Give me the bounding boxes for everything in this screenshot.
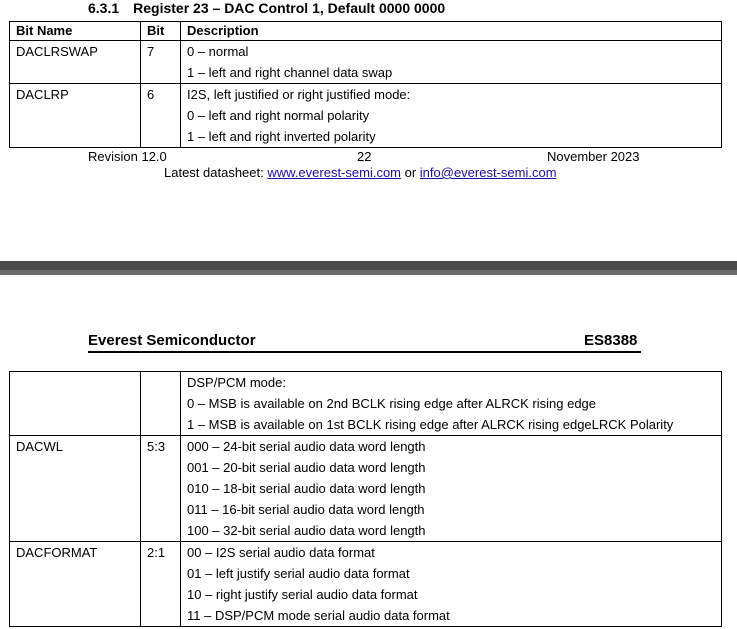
footer-page-number: 22 bbox=[357, 149, 372, 164]
bit-name-cell: DACLRSWAP bbox=[10, 41, 141, 84]
description-cell bbox=[181, 372, 722, 436]
description-line: 0 – left and right normal polarity bbox=[187, 108, 370, 123]
description-line: 011 – 16-bit serial audio data word length bbox=[187, 502, 425, 517]
bit-cell: 6 bbox=[141, 84, 181, 148]
page-header-company: Everest Semiconductor bbox=[88, 332, 256, 349]
table-row bbox=[10, 41, 722, 84]
description-line: 10 – right justify serial audio data format bbox=[187, 587, 418, 602]
bit-cell: 7 bbox=[141, 41, 181, 84]
description-line: 000 – 24-bit serial audio data word length bbox=[187, 439, 426, 454]
bit-cell: 5:3 bbox=[141, 436, 181, 542]
footer-latest-datasheet bbox=[164, 165, 557, 180]
bit-name-cell: DACWL bbox=[10, 436, 141, 542]
header-bit: Bit bbox=[141, 22, 181, 41]
email-link[interactable]: info@everest-semi.com bbox=[419, 165, 557, 180]
bit-name-cell bbox=[10, 372, 141, 436]
table-row bbox=[10, 372, 722, 436]
description-line: 100 – 32-bit serial audio data word length bbox=[187, 523, 426, 538]
header-bit-name: Bit Name bbox=[10, 22, 141, 41]
description-line: 1 – MSB is available on 1st BCLK rising edge after ALRCK rising edgeLRCK Polarity bbox=[187, 417, 674, 432]
or-text: or bbox=[401, 165, 420, 180]
section-number: 6.3.1 bbox=[88, 0, 120, 16]
bit-name-cell: DACLRP bbox=[10, 84, 141, 148]
description-line: 01 – left justify serial audio data format bbox=[187, 566, 410, 581]
footer-revision: Revision 12.0 bbox=[88, 149, 167, 164]
description-cell bbox=[181, 84, 722, 148]
table-row bbox=[10, 436, 722, 542]
description-line: 11 – DSP/PCM mode serial audio data format bbox=[187, 608, 450, 623]
bit-name-cell: DACFORMAT bbox=[10, 542, 141, 627]
website-link[interactable]: www.everest-semi.com bbox=[267, 165, 401, 180]
register-table-continued bbox=[9, 371, 722, 627]
table-row bbox=[10, 84, 722, 148]
header-description: Description bbox=[181, 22, 722, 41]
section-heading bbox=[88, 0, 445, 16]
description-line: I2S, left justified or right justified mode: bbox=[187, 87, 411, 102]
description-line: DSP/PCM mode: bbox=[187, 375, 286, 390]
page-header-rule bbox=[88, 351, 641, 353]
bit-cell: 2:1 bbox=[141, 542, 181, 627]
register-table-top bbox=[9, 21, 722, 148]
table-header-row bbox=[10, 22, 722, 41]
description-cell bbox=[181, 41, 722, 84]
description-line: 001 – 20-bit serial audio data word length bbox=[187, 460, 426, 475]
bit-cell bbox=[141, 372, 181, 436]
table-row bbox=[10, 542, 722, 627]
section-title: Register 23 – DAC Control 1, Default 0000 0000 bbox=[133, 0, 446, 16]
footer-date: November 2023 bbox=[547, 149, 640, 164]
description-line: 1 – left and right channel data swap bbox=[187, 65, 393, 80]
description-line: 0 – MSB is available on 2nd BCLK rising edge after ALRCK rising edge bbox=[187, 396, 597, 411]
description-line: 0 – normal bbox=[187, 44, 249, 59]
page-break-separator bbox=[0, 261, 737, 275]
description-line: 010 – 18-bit serial audio data word length bbox=[187, 481, 426, 496]
description-cell bbox=[181, 436, 722, 542]
page-header-part-number: ES8388 bbox=[584, 332, 638, 349]
description-line: 00 – I2S serial audio data format bbox=[187, 545, 375, 560]
latest-prefix: Latest datasheet: bbox=[164, 165, 268, 180]
description-line: 1 – left and right inverted polarity bbox=[187, 129, 376, 144]
description-cell bbox=[181, 542, 722, 627]
